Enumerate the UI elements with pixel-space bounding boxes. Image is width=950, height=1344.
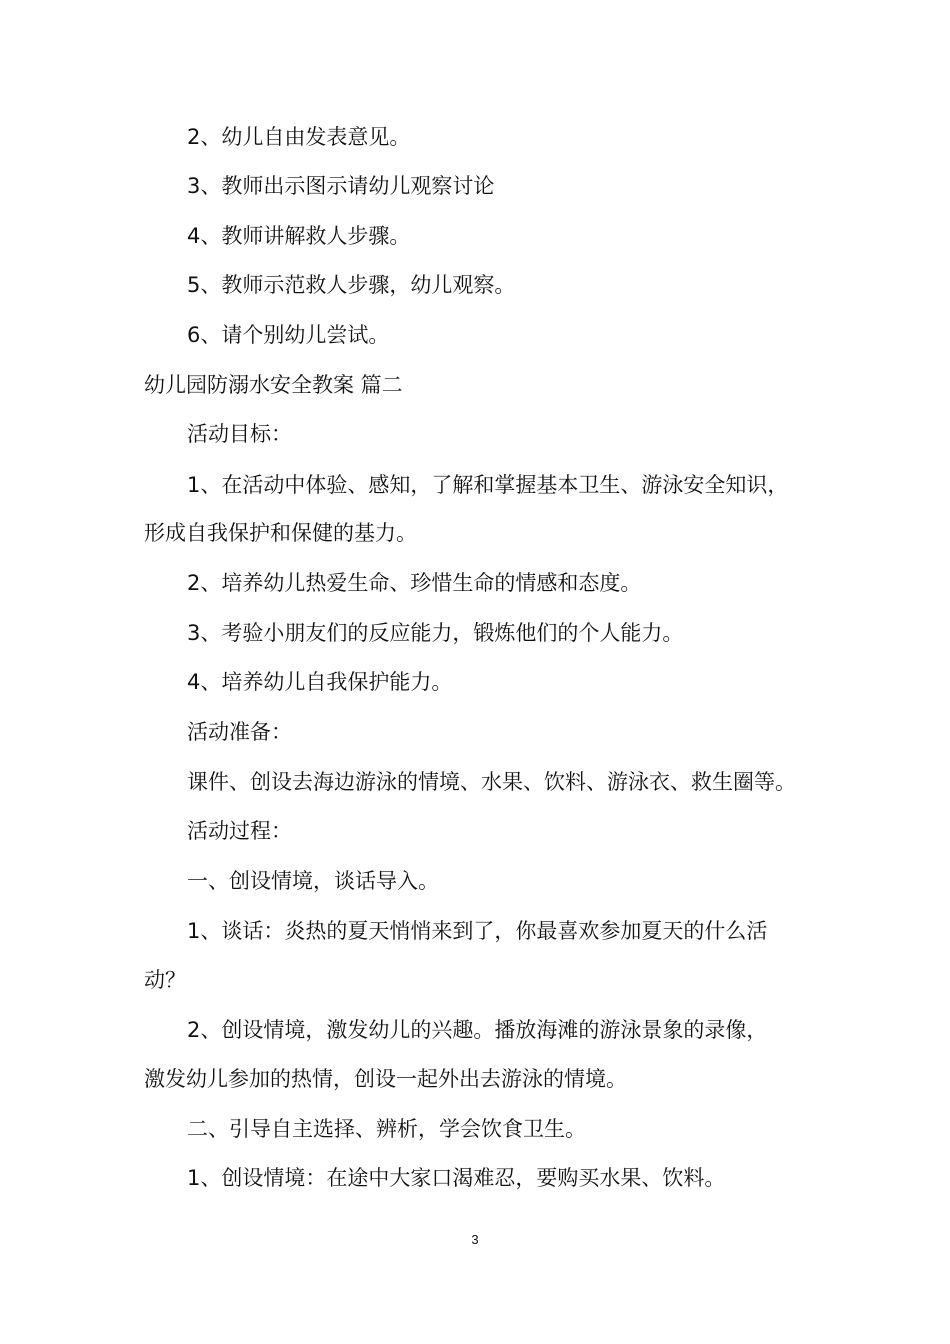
paragraph-line: 一、创设情境，谈话导入。	[187, 869, 439, 893]
paragraph-line: 2、幼儿自由发表意见。	[187, 125, 411, 149]
paragraph-line: 4、培养幼儿自我保护能力。	[187, 670, 453, 694]
paragraph-line: 6、请个别幼儿尝试。	[187, 323, 390, 347]
paragraph-line: 1、谈话：炎热的夏天悄悄来到了，你最喜欢参加夏天的什么活	[187, 919, 768, 943]
paragraph-line: 5、教师示范救人步骤，幼儿观察。	[187, 273, 516, 297]
section-heading: 幼儿园防溺水安全教案 篇二	[144, 373, 403, 397]
paragraph-line: 动？	[144, 968, 186, 992]
subheading: 活动准备：	[187, 720, 292, 744]
subheading: 活动过程：	[187, 819, 292, 843]
page-number: 3	[471, 1232, 479, 1247]
paragraph-line: 3、考验小朋友们的反应能力，锻炼他们的个人能力。	[187, 621, 684, 645]
paragraph-line: 4、教师讲解救人步骤。	[187, 224, 411, 248]
paragraph-line: 二、引导自主选择、辨析，学会饮食卫生。	[187, 1117, 586, 1141]
paragraph-line: 1、在活动中体验、感知，了解和掌握基本卫生、游泳安全知识，	[187, 473, 789, 497]
paragraph-line: 课件、创设去海边游泳的情境、水果、饮料、游泳衣、救生圈等。	[187, 770, 796, 794]
subheading: 活动目标：	[187, 422, 292, 446]
paragraph-line: 1、创设情境：在途中大家口渴难忍，要购买水果、饮料。	[187, 1166, 726, 1190]
paragraph-line: 激发幼儿参加的热情，创设一起外出去游泳的情境。	[144, 1067, 627, 1091]
paragraph-line: 形成自我保护和保健的基力。	[144, 521, 417, 545]
paragraph-line: 2、创设情境，激发幼儿的兴趣。播放海滩的游泳景象的录像，	[187, 1018, 768, 1042]
paragraph-line: 2、培养幼儿热爱生命、珍惜生命的情感和态度。	[187, 571, 642, 595]
paragraph-line: 3、教师出示图示请幼儿观察讨论	[187, 174, 495, 198]
